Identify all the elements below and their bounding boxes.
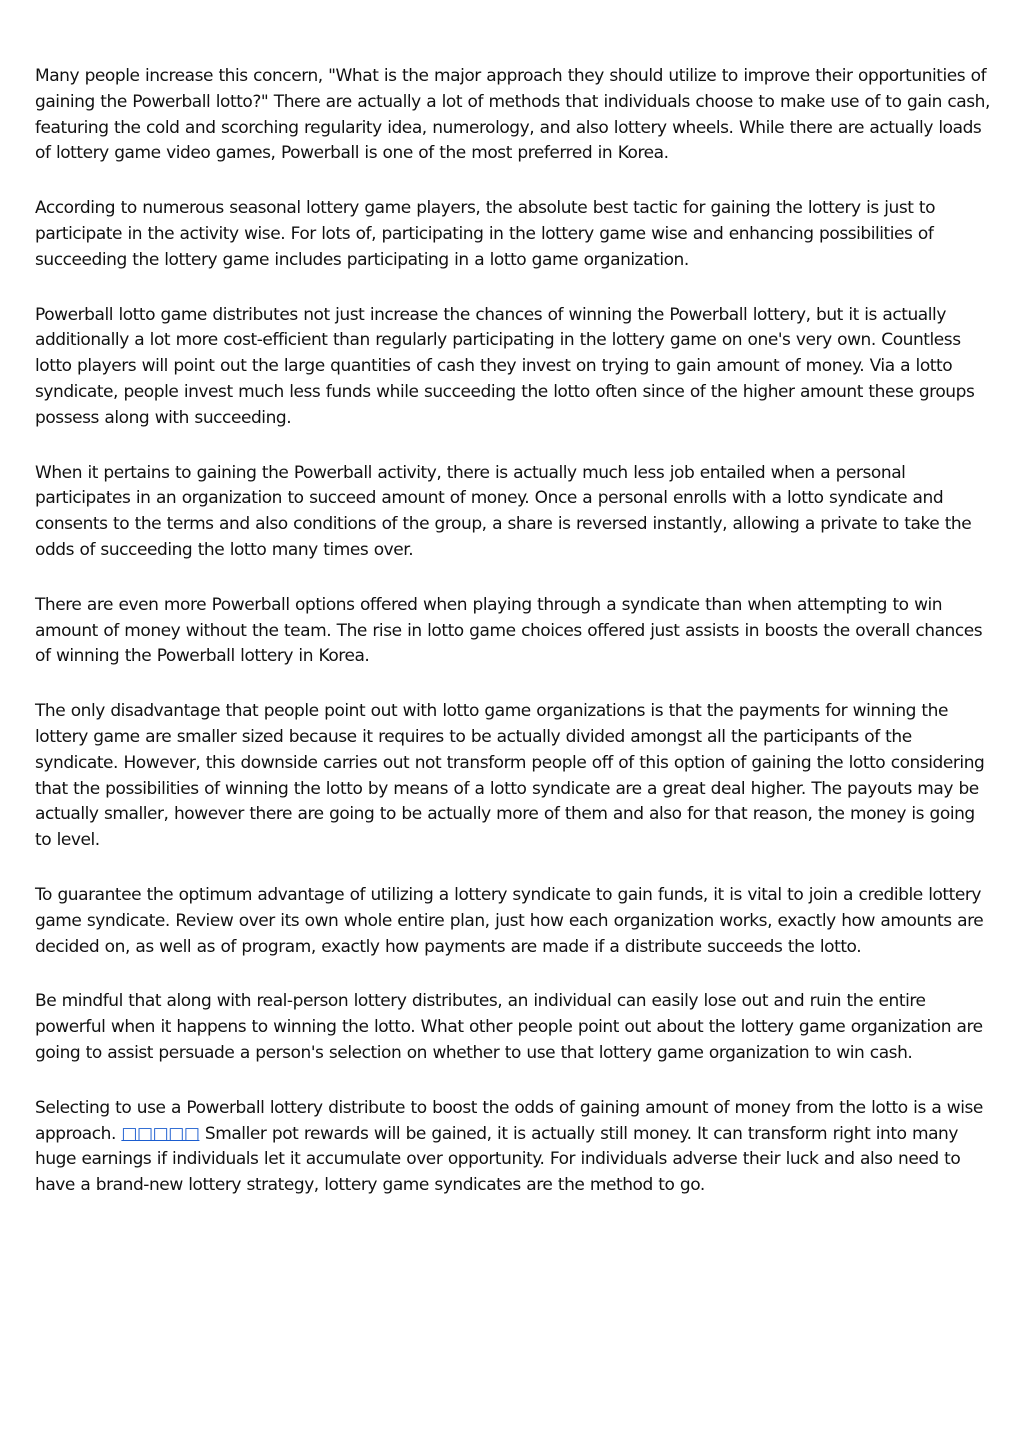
paragraph-9-text-before-link: Selecting to use a Powerball lottery distribute to boost the odds of gaining amount of money from the lotto is a wise approach. [35, 1097, 983, 1144]
paragraph-9 [35, 1096, 995, 1199]
paragraph-7: To guarantee the optimum advantage of utilizing a lottery syndicate to gain funds, it is vital to join a credible lottery game syndicate. Review over its own whole entire plan, just how each organization works, exactly how amounts are decided on, as well as of program, exactly how payments are made if a distribute succeeds the lotto. [35, 884, 984, 957]
paragraph-9-text-after-link: Smaller pot rewards will be gained, it is actually still money. It can transform right into many huge earnings if individuals let it accumulate over opportunity. For individuals adverse their luck and also need to have a brand-new lottery strategy, lottery game syndicates are the method to go. [35, 1123, 961, 1196]
paragraph-6: The only disadvantage that people point out with lotto game organizations is that the payments for winning the lottery game are smaller sized because it requires to be actually divided amongst all the participants of the syndicate. However, this downside carries out not transform people off of this option of gaining the lotto considering that the possibilities of winning the lotto by means of a lotto syndicate are a great deal higher. The payouts may be actually smaller, however there are going to be actually more of them and also for that reason, the money is going to level. [35, 701, 985, 851]
article-body [35, 64, 995, 1228]
paragraph-4: When it pertains to gaining the Powerball activity, there is actually much less job entailed when a personal participates in an organization to succeed amount of money. Once a personal enrolls with a lotto syndicate and consents to the terms and also conditions of the group, a share is reversed instantly, allowing a private to take the odds of succeeding the lotto many times over. [35, 462, 972, 560]
paragraph-1: Many people increase this concern, "What is the major approach they should utilize to improve their opportunities of gaining the Powerball lotto?" There are actually a lot of methods that individuals choose to make use of to gain cash, featuring the cold and scorching regularity idea, numerology, and also lottery wheels. While there are actually loads of lottery game video games, Powerball is one of the most preferred in Korea. [35, 66, 990, 164]
paragraph-5: There are even more Powerball options offered when playing through a syndicate than when attempting to win amount of money without the team. The rise in lotto game choices offered just assists in boosts the overall chances of winning the Powerball lottery in Korea. [35, 594, 983, 667]
paragraph-3: Powerball lotto game distributes not just increase the chances of winning the Powerball lottery, but it is actually additionally a lot more cost-efficient than regularly participating in the lottery game on one's very own. Countless lotto players will point out the large quantities of cash they invest on trying to gain amount of money. Via a lotto syndicate, people invest much less funds while succeeding the lotto often since of the higher amount these groups possess along with succeeding. [35, 304, 975, 428]
paragraph-2: According to numerous seasonal lottery game players, the absolute best tactic for gaining the lottery is just to participate in the activity wise. For lots of, participating in the lottery game wise and enhancing possibilities of succeeding the lottery game includes participating in a lotto game organization. [35, 198, 936, 270]
paragraph-8: Be mindful that along with real-person lottery distributes, an individual can easily lose out and ruin the entire powerful when it happens to winning the lotto. What other people point out about the lottery game organization are going to assist persuade a person's selection on whether to use that lottery game organization to win cash. [35, 991, 983, 1063]
inline-link[interactable]: □□□□□ [121, 1123, 200, 1144]
